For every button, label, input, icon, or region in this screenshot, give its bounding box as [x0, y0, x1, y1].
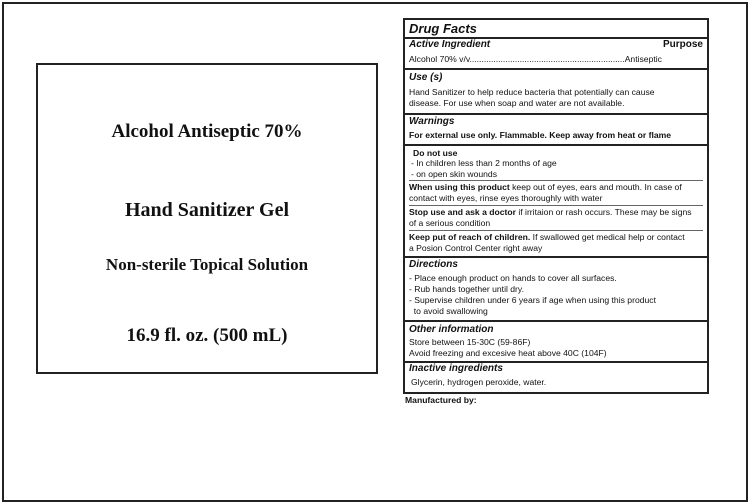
when-using-text: keep out of eyes, ears and mouth. In case of — [509, 182, 682, 192]
drug-facts-panel — [403, 18, 709, 394]
keep-out-line-2: a Posion Control Center right away — [409, 243, 543, 253]
directions-item-1: - Place enough product on hands to cover all surfaces. — [409, 273, 617, 283]
directions-heading: Directions — [409, 259, 458, 270]
inactive-ingredients-line: Glycerin, hydrogen peroxide, water. — [411, 377, 547, 387]
inactive-ingredients-heading: Inactive ingredients — [409, 363, 503, 374]
other-information-line-1: Store between 15-30C (59-86F) — [409, 337, 531, 347]
net-contents: 16.9 fl. oz. (500 mL) — [126, 325, 288, 346]
keep-out-label: Keep put of reach of children. — [409, 232, 531, 242]
directions-item-4: to avoid swallowing — [409, 306, 488, 316]
divider — [405, 256, 707, 258]
warnings-heading: Warnings — [409, 116, 455, 127]
product-name: Hand Sanitizer Gel — [124, 199, 290, 221]
divider — [405, 320, 707, 322]
drug-facts-title: Drug Facts — [409, 21, 477, 36]
divider — [409, 180, 703, 181]
manufacturer-label: Manufactured by: — [405, 395, 477, 405]
when-using-line-1 — [409, 182, 703, 193]
front-panel — [36, 63, 378, 374]
active-ingredient-heading: Active Ingredient — [409, 39, 491, 50]
use-line-1: Hand Sanitizer to help reduce bacteria that potentially can cause — [409, 87, 655, 97]
stop-use-line-1 — [409, 207, 703, 218]
warnings-line: For external use only. Flammable. Keep away from heat or flame — [409, 130, 672, 140]
use-line-2: disease. For use when soap and water are not available. — [409, 98, 625, 108]
keep-out-text: If swallowed get medical help or contact — [530, 232, 685, 242]
do-not-use-heading: Do not use — [413, 148, 458, 158]
other-information-line-2: Avoid freezing and excesive heat above 40C (104F) — [409, 348, 607, 358]
divider — [409, 230, 703, 231]
stop-use-text: if irritaion or rash occurs. These may be signs — [515, 207, 692, 217]
purpose-heading: Purpose — [662, 39, 703, 50]
do-not-use-item-1: - In children less than 2 months of age — [411, 158, 557, 168]
divider — [405, 68, 707, 70]
product-type: Non-sterile Topical Solution — [105, 255, 309, 274]
stop-use-label: Stop use and ask a doctor — [409, 207, 516, 217]
divider — [409, 205, 703, 206]
use-heading: Use (s) — [409, 72, 443, 83]
stop-use-line-2: of a serious condition — [409, 218, 491, 228]
directions-item-3: - Supervise children under 6 years if age when using this product — [409, 295, 656, 305]
do-not-use-item-2: - on open skin wounds — [411, 169, 497, 179]
divider — [405, 144, 707, 146]
product-strength: Alcohol Antiseptic 70% — [111, 121, 303, 142]
other-information-heading: Other information — [409, 324, 494, 335]
when-using-label: When using this product — [409, 182, 510, 192]
keep-out-line-1 — [409, 232, 703, 243]
directions-item-2: - Rub hands together until dry. — [409, 284, 524, 294]
divider — [405, 113, 707, 115]
active-ingredient-line: Alcohol 70% v/v.................................................................Antiseptic — [409, 54, 662, 64]
when-using-line-2: contact with eyes, rinse eyes thoroughly with water — [409, 193, 603, 203]
